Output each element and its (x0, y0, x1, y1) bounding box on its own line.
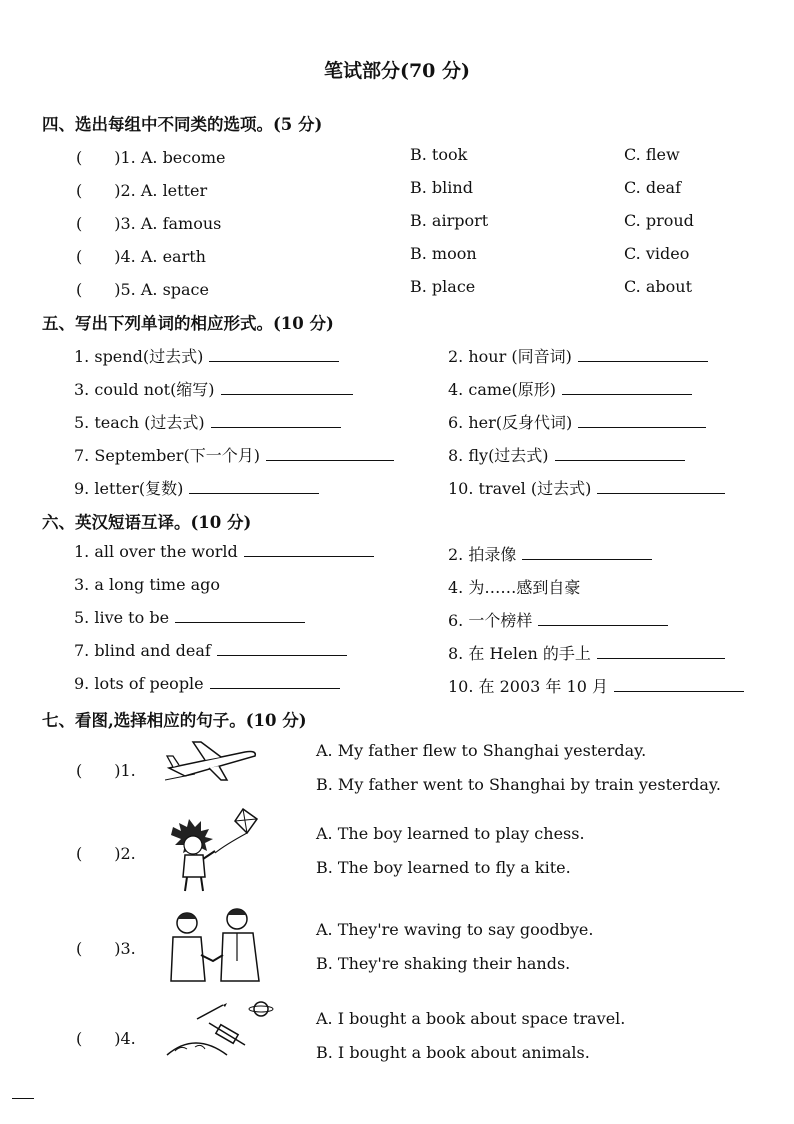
s6-item-label: 8. 在 Helen 的手上 (448, 644, 591, 663)
s4-item-number: ( )4. A. earth (76, 247, 206, 266)
answer-blank[interactable] (555, 446, 685, 461)
s6-item (74, 608, 305, 627)
s6-item (74, 674, 340, 693)
s4-option-c: C. deaf (624, 178, 682, 197)
s4-item-number: ( )5. A. space (76, 280, 209, 299)
s5-item (448, 476, 725, 499)
answer-blank[interactable] (189, 479, 319, 494)
s4-option-b: B. blind (410, 178, 473, 197)
answer-blank[interactable] (614, 677, 744, 692)
s5-item (448, 443, 685, 466)
s6-item (448, 641, 725, 664)
s6-item-label: 6. 一个榜样 (448, 611, 533, 630)
answer-blank[interactable] (266, 446, 394, 461)
s5-item (448, 410, 706, 433)
answer-blank[interactable] (221, 380, 353, 395)
s6-item (74, 641, 347, 660)
s4-option-b: B. place (410, 277, 476, 296)
s6-item (448, 542, 652, 565)
answer-blank[interactable] (562, 380, 692, 395)
s7-item-number: ( )2. (76, 844, 136, 863)
s4-item-number: ( )2. A. letter (76, 181, 208, 200)
s7-option-b: B. I bought a book about animals. (316, 1043, 590, 1062)
s7-item-number: ( )1. (76, 761, 136, 780)
s5-item-label: 4. came(原形) (448, 380, 556, 399)
s4-item-number: ( )3. A. famous (76, 214, 222, 233)
handshake-icon (165, 905, 265, 983)
answer-blank[interactable] (244, 542, 374, 557)
s6-item-label: 2. 拍录像 (448, 545, 517, 564)
answer-blank[interactable] (175, 608, 305, 623)
s6-item-label: 5. live to be (74, 608, 170, 627)
section-6-heading: 六、英汉短语互译。(10 分) (42, 513, 252, 532)
section-4-heading: 四、选出每组中不同类的选项。(5 分) (42, 115, 323, 134)
s7-item-number: ( )4. (76, 1029, 136, 1048)
answer-blank[interactable] (578, 413, 706, 428)
section-7-heading: 七、看图,选择相应的句子。(10 分) (42, 711, 307, 730)
s7-item-number: ( )3. (76, 939, 136, 958)
s6-item (448, 608, 668, 631)
answer-blank[interactable] (209, 347, 339, 362)
answer-blank[interactable] (210, 674, 340, 689)
s5-item-label: 6. her(反身代词) (448, 413, 573, 432)
s5-item-label: 8. fly(过去式) (448, 446, 549, 465)
answer-blank[interactable] (217, 641, 347, 656)
s7-option-a: A. The boy learned to play chess. (316, 824, 585, 843)
s6-item-label: 9. lots of people (74, 674, 204, 693)
s5-item (74, 410, 341, 433)
s5-item (74, 443, 394, 466)
s7-option-a: A. They're waving to say goodbye. (316, 920, 594, 939)
s7-option-b: B. My father went to Shanghai by train yesterday. (316, 775, 721, 794)
space-icon (165, 995, 280, 1067)
s4-option-c: C. flew (624, 145, 680, 164)
s6-item-label: 10. 在 2003 年 10 月 (448, 677, 608, 696)
s7-option-b: B. The boy learned to fly a kite. (316, 858, 571, 877)
s6-item (448, 674, 744, 697)
boy-kite-icon (165, 805, 265, 895)
answer-blank[interactable] (578, 347, 708, 362)
answer-blank[interactable] (597, 479, 725, 494)
section-5-heading: 五、写出下列单词的相应形式。(10 分) (42, 314, 334, 333)
s5-item-label: 7. September(下一个月) (74, 446, 260, 465)
s4-option-b: B. airport (410, 211, 489, 230)
s7-option-a: A. My father flew to Shanghai yesterday. (316, 741, 647, 760)
s7-option-a: A. I bought a book about space travel. (316, 1009, 626, 1028)
s6-item-label: 7. blind and deaf (74, 641, 211, 660)
s5-item (74, 476, 319, 499)
s4-option-c: C. proud (624, 211, 694, 230)
s5-item-label: 5. teach (过去式) (74, 413, 205, 432)
s5-item-label: 1. spend(过去式) (74, 347, 204, 366)
airplane-icon (165, 738, 260, 782)
page-title: 笔试部分(70 分) (323, 60, 471, 82)
s6-item (74, 542, 374, 561)
page-edge-mark (12, 1098, 34, 1099)
s6-item-label: 1. all over the world (74, 542, 238, 561)
s5-item-label: 3. could not(缩写) (74, 380, 215, 399)
s5-item (74, 377, 353, 400)
s7-option-b: B. They're shaking their hands. (316, 954, 571, 973)
s5-item-label: 10. travel (过去式) (448, 479, 592, 498)
s5-item (448, 344, 708, 367)
s4-option-c: C. about (624, 277, 692, 296)
s5-item (74, 344, 339, 367)
s4-option-b: B. moon (410, 244, 477, 263)
s4-item-number: ( )1. A. become (76, 148, 226, 167)
s6-item-label: 4. 为……感到自豪 (448, 578, 581, 597)
s6-item (74, 575, 220, 594)
s5-item-label: 9. letter(复数) (74, 479, 184, 498)
answer-blank[interactable] (597, 644, 725, 659)
answer-blank[interactable] (522, 545, 652, 560)
answer-blank[interactable] (538, 611, 668, 626)
s6-item-label: 3. a long time ago (74, 575, 221, 594)
s5-item-label: 2. hour (同音词) (448, 347, 572, 366)
s4-option-b: B. took (410, 145, 468, 164)
answer-blank[interactable] (211, 413, 341, 428)
s6-item (448, 575, 580, 598)
s4-option-c: C. video (624, 244, 690, 263)
s5-item (448, 377, 692, 400)
